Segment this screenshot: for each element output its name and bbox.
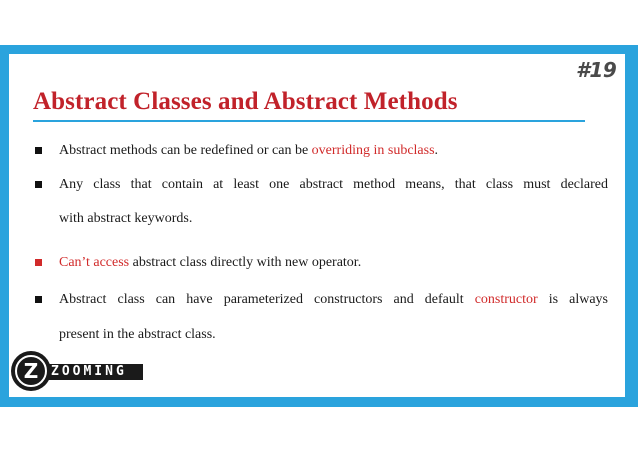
slide-number: #19: [576, 58, 617, 82]
bullet-line: [59, 144, 438, 158]
slide-title: Abstract Classes and Abstract Methods: [33, 88, 458, 115]
bullet-line: [59, 293, 608, 307]
zooming-logo: [11, 351, 147, 391]
slide-frame: [0, 45, 638, 407]
bullet-line: [59, 256, 361, 270]
bullet-highlight: constructor: [474, 292, 538, 307]
bullet-text: .: [434, 143, 439, 158]
slide: [9, 54, 625, 397]
logo-letter: Z: [23, 359, 39, 383]
bullet-highlight: overriding in subclass: [311, 143, 435, 158]
bullet-line: [59, 328, 216, 342]
bullet-text: is always: [537, 292, 608, 307]
title-underline: [33, 120, 585, 122]
bullet-text: present in the abstract class.: [59, 327, 216, 342]
bullet-text: Abstract class can have parameterized constructors and default: [59, 292, 475, 307]
logo-wordmark: ZOOMING: [51, 364, 127, 379]
bullet-text: Any class that contain at least one abstract method means, that class must declared: [59, 177, 608, 192]
bullet-line: [59, 212, 192, 226]
bullet-highlight: Can’t access: [59, 255, 130, 270]
square-bullet-icon: [35, 296, 42, 303]
square-bullet-icon: [35, 181, 42, 188]
bullet-text: abstract class directly with new operator.: [129, 255, 362, 270]
logo-badge-icon: [11, 351, 51, 391]
bullet-text: with abstract keywords.: [59, 211, 193, 226]
bullet-text: Abstract methods can be redefined or can be: [59, 143, 312, 158]
bullet-line: [59, 178, 608, 192]
square-bullet-icon: [35, 147, 42, 154]
square-bullet-icon: [35, 259, 42, 266]
